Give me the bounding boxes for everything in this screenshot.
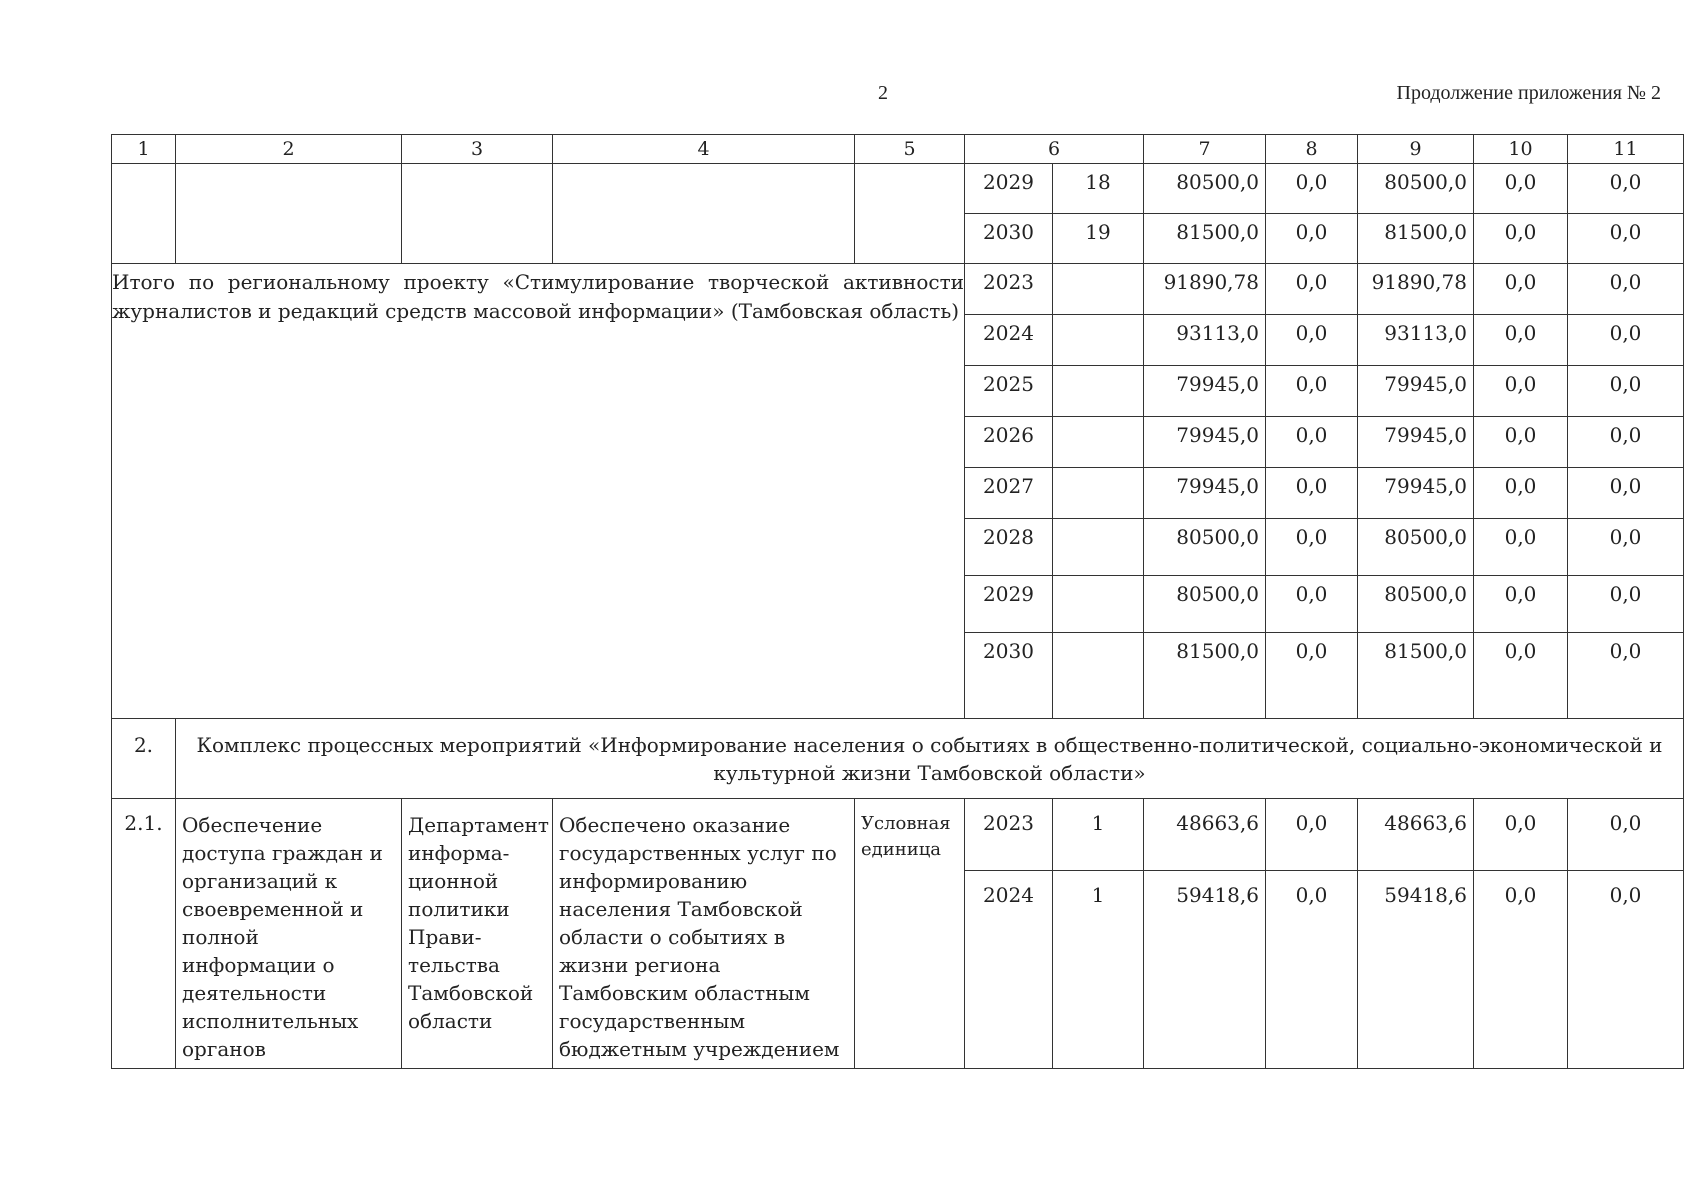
section-title: Комплекс процессных мероприятий «Информирование населения о событиях в общественно-политической, социально-экономической и культурной жизни Тамбовской области» xyxy=(176,719,1684,799)
regional-budget-cell: 81500,0 xyxy=(1358,214,1474,264)
extra-budget-cell: 0,0 xyxy=(1568,315,1684,366)
year-cell: 2027 xyxy=(965,468,1053,519)
total-amount-cell: 79945,0 xyxy=(1144,366,1266,417)
total-amount-cell: 79945,0 xyxy=(1144,468,1266,519)
empty-cell xyxy=(176,164,402,264)
extra-budget-cell: 0,0 xyxy=(1568,366,1684,417)
col-header-10: 10 xyxy=(1474,135,1568,164)
regional-budget-cell: 91890,78 xyxy=(1358,264,1474,315)
local-budget-cell: 0,0 xyxy=(1474,519,1568,576)
quantity-cell xyxy=(1053,366,1144,417)
regional-budget-cell: 59418,6 xyxy=(1358,871,1474,1069)
extra-budget-cell: 0,0 xyxy=(1568,576,1684,633)
year-cell: 2023 xyxy=(965,799,1053,871)
empty-cell xyxy=(855,164,965,264)
quantity-cell xyxy=(1053,576,1144,633)
quantity-cell: 1 xyxy=(1053,799,1144,871)
total-amount-cell: 48663,6 xyxy=(1144,799,1266,871)
local-budget-cell: 0,0 xyxy=(1474,417,1568,468)
item-number: 2.1. xyxy=(112,799,176,1069)
quantity-cell xyxy=(1053,468,1144,519)
regional-budget-cell: 80500,0 xyxy=(1358,576,1474,633)
page-number: 2 xyxy=(878,82,888,104)
section-number: 2. xyxy=(112,719,176,799)
total-label: Итого по региональному проекту «Стимулирование творческой активности журналистов и редакций средств массовой информации» (Тамбовская область) xyxy=(112,264,965,719)
extra-budget-cell: 0,0 xyxy=(1568,799,1684,871)
federal-budget-cell: 0,0 xyxy=(1266,468,1358,519)
year-cell: 2023 xyxy=(965,264,1053,315)
regional-budget-cell: 79945,0 xyxy=(1358,366,1474,417)
federal-budget-cell: 0,0 xyxy=(1266,871,1358,1069)
federal-budget-cell: 0,0 xyxy=(1266,633,1358,719)
federal-budget-cell: 0,0 xyxy=(1266,799,1358,871)
empty-cell xyxy=(112,164,176,264)
section-row xyxy=(112,719,1684,799)
quantity-cell xyxy=(1053,519,1144,576)
item-result: Обеспечено оказание государственных услуг по информированию населения Тамбовской области о событиях в жизни региона Тамбовским областным государственным бюджетным учреждением xyxy=(553,799,855,1069)
year-cell: 2025 xyxy=(965,366,1053,417)
year-cell: 2024 xyxy=(965,315,1053,366)
extra-budget-cell: 0,0 xyxy=(1568,417,1684,468)
total-amount-cell: 80500,0 xyxy=(1144,519,1266,576)
extra-budget-cell: 0,0 xyxy=(1568,519,1684,576)
col-header-7: 7 xyxy=(1144,135,1266,164)
federal-budget-cell: 0,0 xyxy=(1266,214,1358,264)
local-budget-cell: 0,0 xyxy=(1474,633,1568,719)
col-header-11: 11 xyxy=(1568,135,1684,164)
extra-budget-cell: 0,0 xyxy=(1568,871,1684,1069)
local-budget-cell: 0,0 xyxy=(1474,315,1568,366)
year-cell: 2026 xyxy=(965,417,1053,468)
col-header-1: 1 xyxy=(112,135,176,164)
quantity-cell: 18 xyxy=(1053,164,1144,214)
extra-budget-cell: 0,0 xyxy=(1568,633,1684,719)
col-header-3: 3 xyxy=(402,135,553,164)
col-header-4: 4 xyxy=(553,135,855,164)
year-cell: 2030 xyxy=(965,214,1053,264)
regional-budget-cell: 79945,0 xyxy=(1358,417,1474,468)
federal-budget-cell: 0,0 xyxy=(1266,164,1358,214)
regional-budget-cell: 80500,0 xyxy=(1358,164,1474,214)
quantity-cell xyxy=(1053,417,1144,468)
year-cell: 2028 xyxy=(965,519,1053,576)
year-cell: 2030 xyxy=(965,633,1053,719)
federal-budget-cell: 0,0 xyxy=(1266,576,1358,633)
extra-budget-cell: 0,0 xyxy=(1568,164,1684,214)
appendix-continuation-label: Продолжение приложения № 2 xyxy=(1396,82,1661,104)
col-header-5: 5 xyxy=(855,135,965,164)
total-amount-cell: 81500,0 xyxy=(1144,214,1266,264)
local-budget-cell: 0,0 xyxy=(1474,264,1568,315)
regional-budget-cell: 48663,6 xyxy=(1358,799,1474,871)
total-amount-cell: 79945,0 xyxy=(1144,417,1266,468)
total-amount-cell: 80500,0 xyxy=(1144,164,1266,214)
regional-budget-cell: 79945,0 xyxy=(1358,468,1474,519)
item-unit: Условная единица xyxy=(855,799,965,1069)
local-budget-cell: 0,0 xyxy=(1474,871,1568,1069)
quantity-cell xyxy=(1053,315,1144,366)
item-name: Обеспечение доступа граждан и организаций к своевременной и полной информации о деятельности исполнительных органов xyxy=(176,799,402,1069)
regional-budget-cell: 80500,0 xyxy=(1358,519,1474,576)
quantity-cell: 19 xyxy=(1053,214,1144,264)
local-budget-cell: 0,0 xyxy=(1474,468,1568,519)
total-amount-cell: 80500,0 xyxy=(1144,576,1266,633)
budget-table xyxy=(111,134,1684,1069)
federal-budget-cell: 0,0 xyxy=(1266,366,1358,417)
item-executor: Департамент информа-ционной политики Прави-тельства Тамбовской области xyxy=(402,799,553,1069)
table-row xyxy=(112,264,1684,315)
col-header-8: 8 xyxy=(1266,135,1358,164)
total-amount-cell: 93113,0 xyxy=(1144,315,1266,366)
year-cell: 2029 xyxy=(965,164,1053,214)
year-cell: 2029 xyxy=(965,576,1053,633)
col-header-9: 9 xyxy=(1358,135,1474,164)
column-number-row xyxy=(112,135,1684,164)
quantity-cell xyxy=(1053,633,1144,719)
total-amount-cell: 81500,0 xyxy=(1144,633,1266,719)
year-cell: 2024 xyxy=(965,871,1053,1069)
regional-budget-cell: 81500,0 xyxy=(1358,633,1474,719)
extra-budget-cell: 0,0 xyxy=(1568,264,1684,315)
quantity-cell xyxy=(1053,264,1144,315)
total-amount-cell: 91890,78 xyxy=(1144,264,1266,315)
extra-budget-cell: 0,0 xyxy=(1568,468,1684,519)
quantity-cell: 1 xyxy=(1053,871,1144,1069)
federal-budget-cell: 0,0 xyxy=(1266,417,1358,468)
table-row xyxy=(112,164,1684,214)
federal-budget-cell: 0,0 xyxy=(1266,519,1358,576)
total-amount-cell: 59418,6 xyxy=(1144,871,1266,1069)
local-budget-cell: 0,0 xyxy=(1474,576,1568,633)
col-header-2: 2 xyxy=(176,135,402,164)
local-budget-cell: 0,0 xyxy=(1474,799,1568,871)
col-header-6: 6 xyxy=(965,135,1144,164)
federal-budget-cell: 0,0 xyxy=(1266,315,1358,366)
table-row xyxy=(112,799,1684,871)
local-budget-cell: 0,0 xyxy=(1474,164,1568,214)
extra-budget-cell: 0,0 xyxy=(1568,214,1684,264)
federal-budget-cell: 0,0 xyxy=(1266,264,1358,315)
empty-cell xyxy=(402,164,553,264)
local-budget-cell: 0,0 xyxy=(1474,214,1568,264)
local-budget-cell: 0,0 xyxy=(1474,366,1568,417)
empty-cell xyxy=(553,164,855,264)
regional-budget-cell: 93113,0 xyxy=(1358,315,1474,366)
